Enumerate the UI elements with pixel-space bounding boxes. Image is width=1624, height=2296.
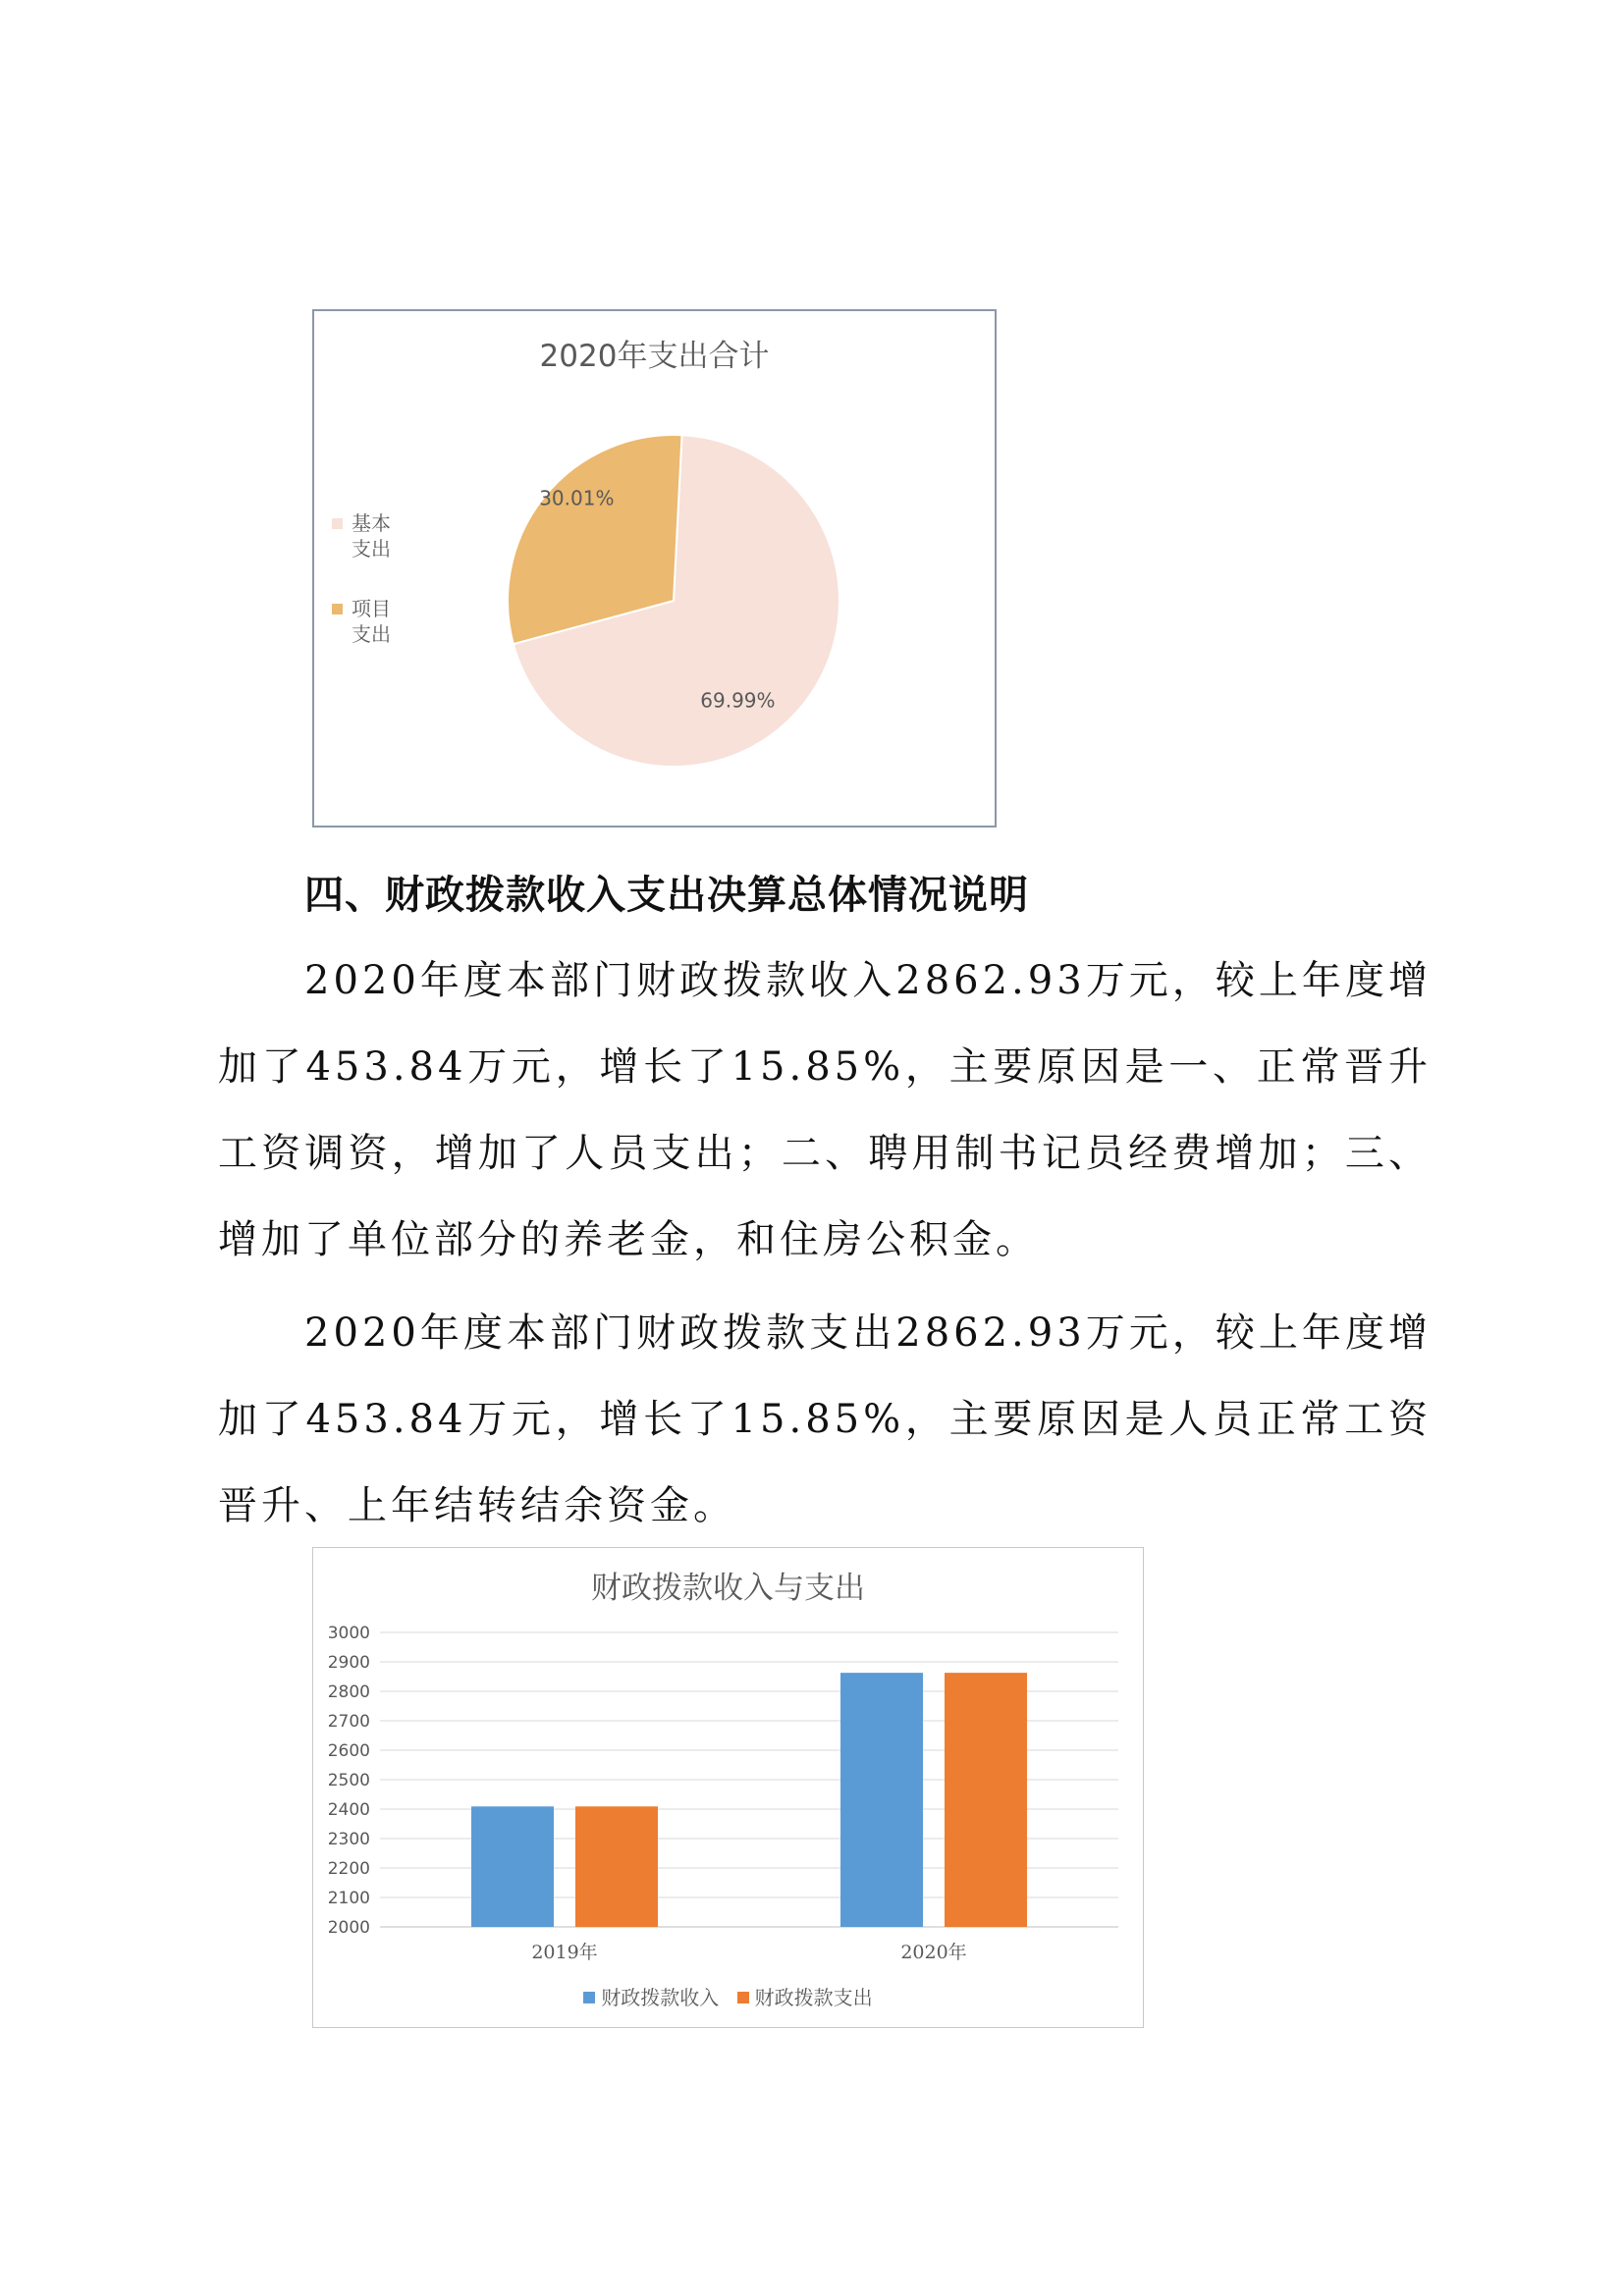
x-tick-label: 2020年 — [900, 1942, 967, 1963]
bar — [840, 1673, 923, 1927]
y-tick-label: 2500 — [327, 1771, 370, 1790]
y-tick-label: 2100 — [327, 1889, 370, 1908]
y-tick-label: 2700 — [327, 1712, 370, 1732]
pie-data-label: 30.01% — [539, 486, 615, 510]
bar-legend — [313, 1982, 1143, 2010]
paragraph-expenditure: 2020年度本部门财政拨款支出2862.93万元，较上年度增加了453.84万元，增长了15.85%，主要原因是人员正常工资晋升、上年结转结余资金。 — [218, 1310, 1432, 1528]
bar-legend-label: 财政拨款收入 — [601, 1986, 720, 2009]
bar-chart-svg — [313, 1548, 1145, 2029]
pie-legend-label: 项目支出 — [352, 597, 391, 646]
pie-data-label: 69.99% — [700, 688, 776, 713]
pie-legend-label: 基本支出 — [352, 511, 391, 561]
y-tick-label: 2000 — [327, 1918, 370, 1938]
section-heading: 四、财政拨款收入支出决算总体情况说明 — [304, 873, 1029, 918]
pie-chart-title: 2020年支出合计 — [539, 339, 770, 374]
pie-chart — [312, 309, 997, 828]
bar — [945, 1673, 1027, 1927]
y-tick-label: 2400 — [327, 1800, 370, 1820]
bar — [471, 1806, 554, 1927]
paragraph-income: 2020年度本部门财政拨款收入2862.93万元，较上年度增加了453.84万元，增长了15.85%，主要原因是一、正常晋升工资调资，增加了人员支出；二、聘用制书记员经费增加；三、增加了单位部分的养老金，和住房公积金。 — [218, 958, 1432, 1262]
bar-legend-swatch — [583, 1992, 595, 2003]
y-tick-label: 2200 — [327, 1859, 370, 1879]
pie-chart-svg — [314, 311, 999, 829]
y-tick-label: 3000 — [327, 1624, 370, 1643]
bar-chart-title: 财政拨款收入与支出 — [591, 1571, 865, 1606]
y-tick-label: 2900 — [327, 1653, 370, 1673]
bar-legend-item-expenditure — [737, 1982, 873, 2010]
y-tick-label: 2800 — [327, 1682, 370, 1702]
bar-legend-label: 财政拨款支出 — [754, 1986, 873, 2009]
bar — [575, 1806, 658, 1927]
x-tick-label: 2019年 — [531, 1942, 598, 1963]
bar-legend-item-income — [583, 1982, 719, 2010]
bar-chart — [312, 1547, 1144, 2028]
y-tick-label: 2300 — [327, 1830, 370, 1849]
bar-legend-swatch — [737, 1992, 749, 2003]
y-tick-label: 2600 — [327, 1741, 370, 1761]
